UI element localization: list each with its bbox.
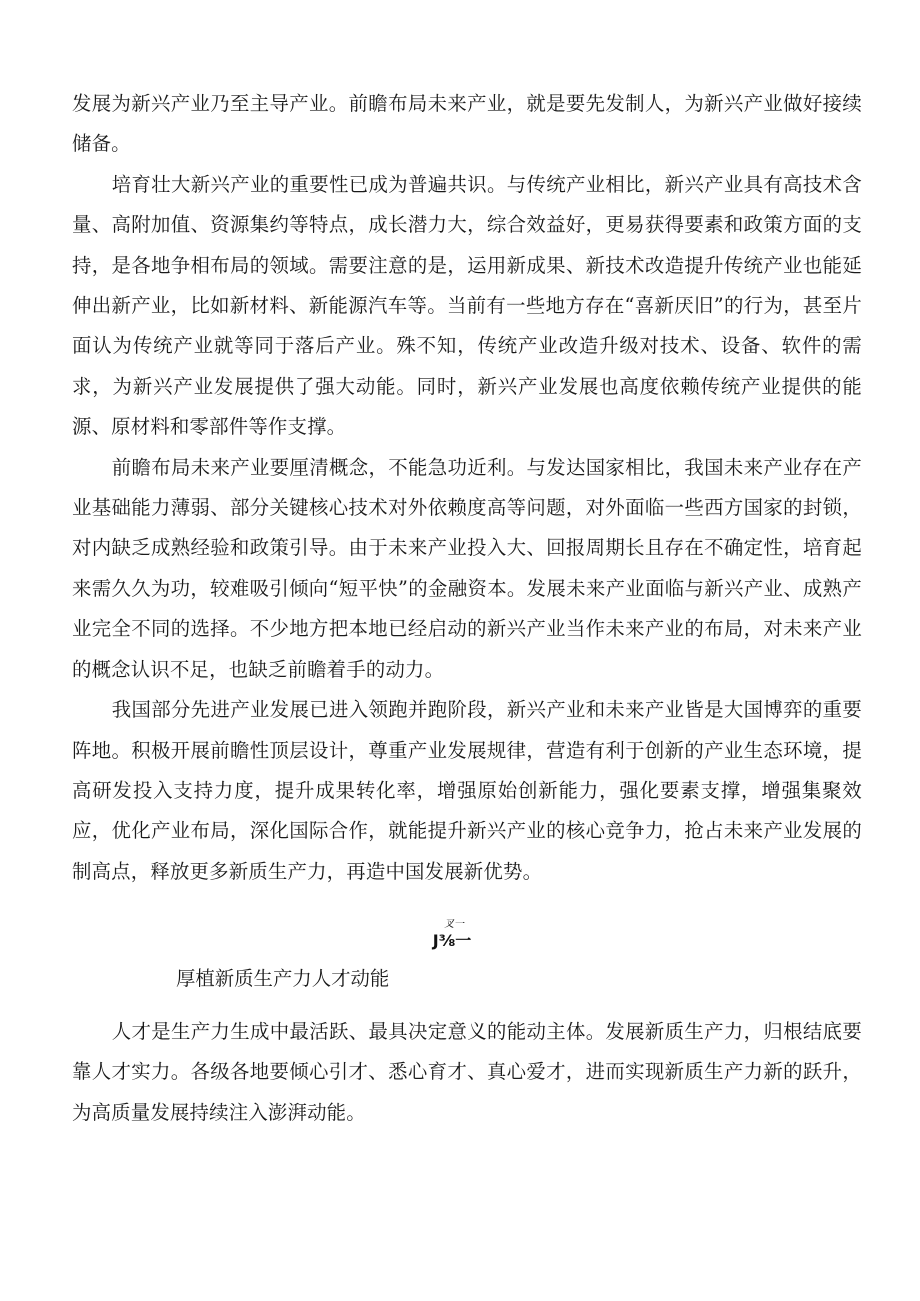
paragraph-emerging-industries: 培育壮大新兴产业的重要性已成为普遍共识。与传统产业相比，新兴产业具有高技术含量、高附加值、资源集约等特点，成长潜力大，综合效益好，更易获得要素和政策方面的支持，是各地争相布局的领域。需要注意的是，运用新成果、新技术改造提升传统产业也能延伸出新产业，比如新材料、新能源汽车等。当前有一些地方存在“喜新厌旧”的行为，甚至片面认为传统产业就等同于落后产业。殊不知，传统产业改造升级对技术、设备、软件的需求，为新兴产业发展提供了强大动能。同时，新兴产业发展也高度依赖传统产业提供的能源、原材料和零部件等作支撑。 xyxy=(72,172,862,439)
paragraph-future-industries: 前瞻布局未来产业要厘清概念，不能急功近利。与发达国家相比，我国未来产业存在产业基础能力薄弱、部分关键核心技术对外依赖度高等问题，对外面临一些西方国家的封锁，对内缺乏成熟经验和政策引导。由于未来产业投入大、回报周期长且存在不确定性，培育起来需久久为功，较难吸引倾向“短平快”的金融资本。发展未来产业面临与新兴产业、成熟产业完全不同的选择。不少地方把本地已经启动的新兴产业当作未来产业的布局，对未来产业的概念认识不足，也缺乏前瞻着手的动力。 xyxy=(72,455,862,681)
document-body-top xyxy=(72,84,862,892)
section-mark-bottom: J⅜一 xyxy=(432,931,472,950)
section-mark-top: 叉一 xyxy=(444,919,464,930)
paragraph-competition: 我国部分先进产业发展已进入领跑并跑阶段，新兴产业和未来产业皆是大国博弈的重要阵地。积极开展前瞻性顶层设计，尊重产业发展规律，营造有利于创新的产业生态环境，提高研发投入支持力度，提升成果转化率，增强原始创新能力，强化要素支撑，增强集聚效应，优化产业布局，深化国际合作，就能提升新兴产业的核心竞争力，抢占未来产业发展的制高点，释放更多新质生产力，再造中国发展新优势。 xyxy=(72,698,862,883)
document-body-bottom xyxy=(72,1012,862,1133)
section-heading: 厚植新质生产力人才动能 xyxy=(176,967,390,990)
paragraph-continuation: 发展为新兴产业乃至主导产业。前瞻布局未来产业，就是要先发制人，为新兴产业做好接续储备。 xyxy=(72,92,862,156)
paragraph-talent: 人才是生产力生成中最活跃、最具决定意义的能动主体。发展新质生产力，归根结底要靠人才实力。各级各地要倾心引才、悉心育才、真心爱才，进而实现新质生产力新的跃升，为高质量发展持续注入澎湃动能。 xyxy=(72,1020,862,1124)
